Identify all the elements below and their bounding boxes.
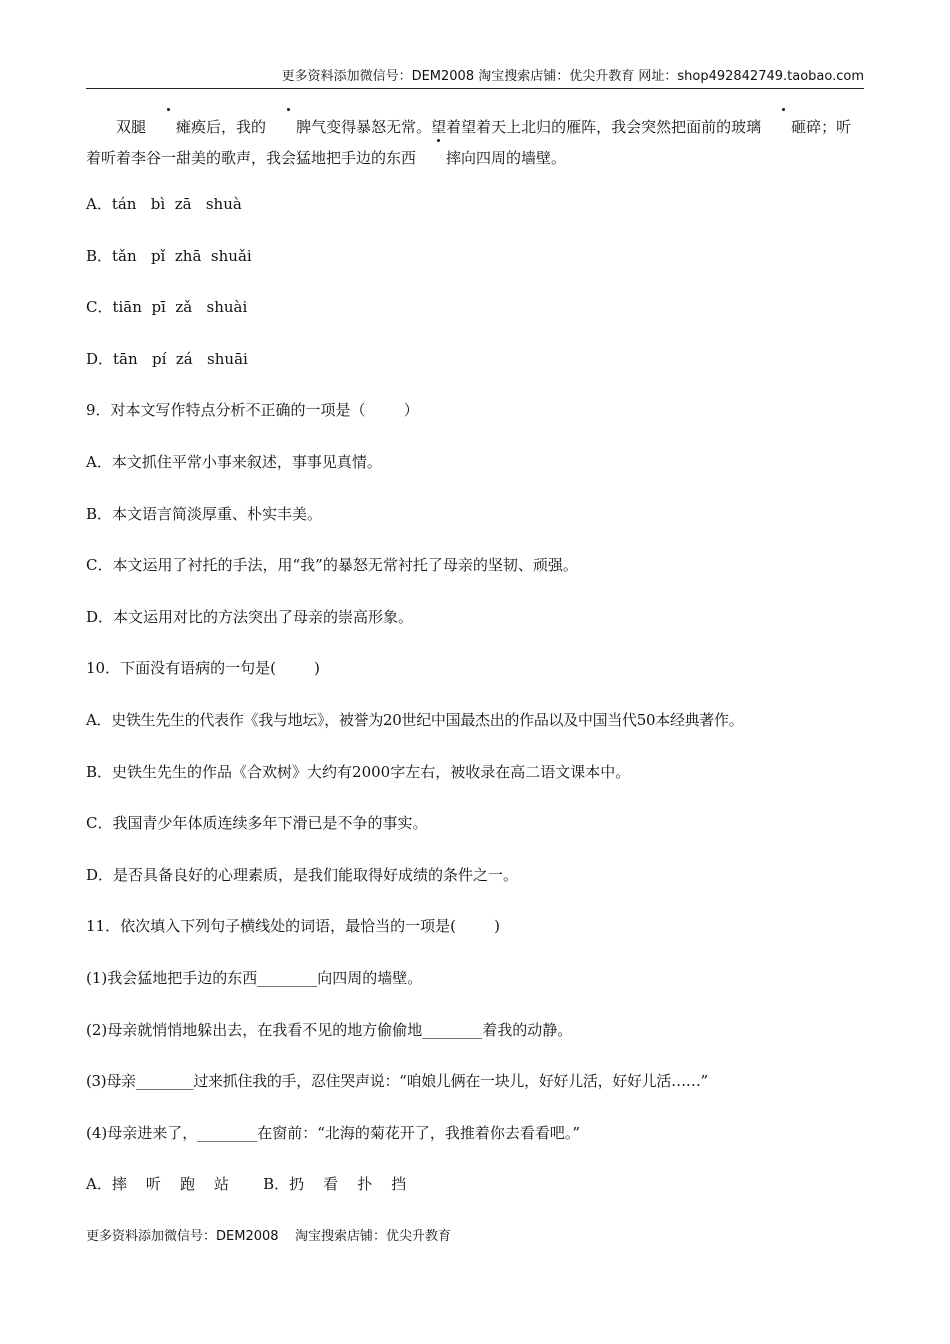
emphasized-char: 瘫 [146, 112, 191, 143]
q10-option-c: C．我国青少年体质连续多年下滑已是不争的事实。 [86, 814, 428, 833]
page-footer: 更多资料添加微信号：DEM2008 淘宝搜索店铺：优尖升教育 [86, 1229, 452, 1244]
q10-option-b: B．史铁生先生的作品《合欢树》大约有2000字左右，被收录在高二语文课本中。 [86, 762, 631, 781]
q8-option-c: C．tiān pī zǎ shuài [86, 298, 248, 317]
q8-option-a: A．tán bì zā shuà [86, 195, 242, 213]
q9-stem: 9．对本文写作特点分析不正确的一项是（ ） [86, 401, 419, 420]
q10-option-d: D．是否具备良好的心理素质，是我们能取得好成绩的条件之一。 [86, 865, 519, 884]
emphasized-char: 摔 [416, 143, 461, 174]
q11-sentence-4: (4)母亲进来了，________在窗前：“北海的菊花开了，我推着你去看看吧。” [86, 1123, 581, 1142]
q11-option-a: A．摔 听 跑 站 [86, 1175, 230, 1194]
q11-sentence-3: (3)母亲________过来抓住我的手，忍住哭声说：“咱娘儿俩在一块儿，好好儿活，好好儿活……” [86, 1072, 708, 1091]
document-body [86, 112, 864, 1226]
q11-sentence-1: (1)我会猛地把手边的东西________向四周的墙壁。 [86, 968, 423, 987]
q10-stem: 10．下面没有语病的一句是( ) [86, 659, 320, 678]
passage-paragraph: 双腿 瘫痪后，我的 脾气变得暴怒无常。望着望着天上北归的雁阵，我会突然把面前的玻璃 砸碎；听着听着李谷一甜美的歌声，我会猛地把手边的东西 摔向四周的墙壁。 [86, 112, 864, 174]
q9-option-b: B．本文语言简淡厚重、朴实丰美。 [86, 504, 323, 523]
emphasized-char: 脾 [266, 112, 311, 143]
q11-sentence-2: (2)母亲就悄悄地躲出去，在我看不见的地方偷偷地________着我的动静。 [86, 1020, 573, 1039]
q11-options [86, 1174, 864, 1194]
q11-option-b: B．扔 看 扑 挡 [263, 1175, 407, 1194]
emphasized-char: 砸 [761, 112, 806, 143]
q8-option-d: D．tān pí zá shuāi [86, 349, 248, 368]
q9-option-a: A．本文抓住平常小事来叙述，事事见真情。 [86, 452, 382, 471]
q8-option-b: B．tǎn pǐ zhā shuǎi [86, 246, 252, 265]
page-header: 更多资料添加微信号：DEM2008 淘宝搜索店铺：优尖升教育 网址：shop492842749.taobao.com [86, 66, 864, 89]
q9-option-c: C．本文运用了衬托的手法，用“我”的暴怒无常衬托了母亲的坚韧、顽强。 [86, 556, 578, 575]
q9-option-d: D．本文运用对比的方法突出了母亲的崇高形象。 [86, 607, 414, 626]
q10-option-a: A．史铁生先生的代表作《我与地坛》，被誉为20世纪中国最杰出的作品以及中国当代50本经典著作。 [86, 710, 744, 729]
q11-stem: 11．依次填入下列句子横线处的词语，最恰当的一项是( ) [86, 917, 500, 936]
